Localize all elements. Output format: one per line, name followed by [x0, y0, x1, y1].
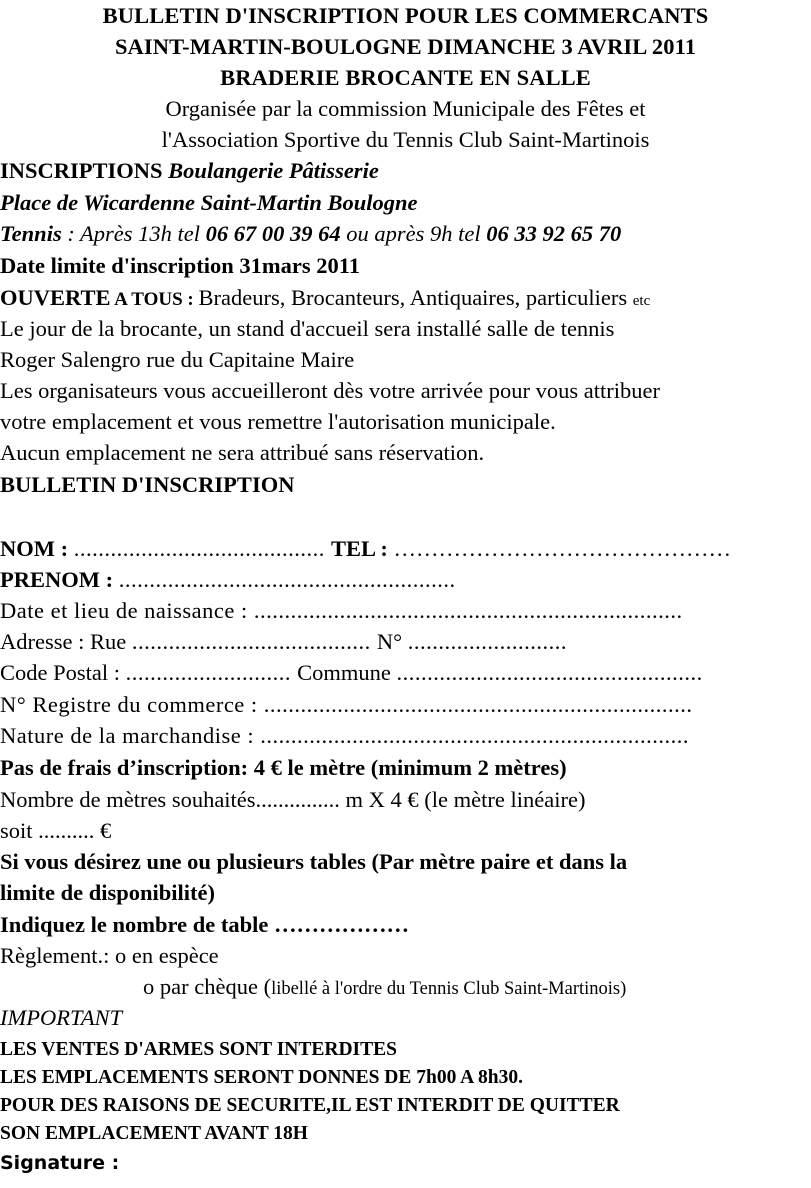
- signature-field[interactable]: Signature :: [0, 1152, 120, 1174]
- inscriptions-place: Boulangerie Pâtisserie: [168, 158, 379, 183]
- adresse-field[interactable]: .......................................: [131, 629, 377, 654]
- code-postal-label: Code Postal :: [0, 660, 126, 685]
- code-postal-line: [0, 660, 703, 686]
- tables-count-field[interactable]: Indiquez le nombre de table ………………: [0, 912, 409, 937]
- organizer-line-2: l'Association Sportive du Tennis Club Saint-Martinois: [161, 127, 650, 152]
- reglement-espece-option[interactable]: Règlement.: o en espèce: [0, 943, 219, 968]
- title-line-2: SAINT-MARTIN-BOULOGNE DIMANCHE 3 AVRIL 2011: [114, 34, 697, 59]
- important-line-4: SON EMPLACEMENT AVANT 18H: [0, 1123, 308, 1144]
- important-line-3: POUR DES RAISONS DE SECURITE,IL EST INTERDIT DE QUITTER: [0, 1095, 620, 1116]
- prenom-line: [0, 567, 456, 593]
- reglement-cheque-option[interactable]: [143, 974, 626, 1000]
- open-line: [0, 285, 650, 311]
- tables-line-2: limite de disponibilité): [0, 880, 216, 905]
- form-heading: BULLETIN D'INSCRIPTION: [0, 472, 295, 497]
- numero-field[interactable]: ..........................: [407, 629, 567, 654]
- tennis-line: [0, 221, 621, 247]
- adresse-label: Adresse : Rue: [0, 629, 132, 654]
- open-etc: etc: [632, 293, 651, 309]
- important-label: IMPORTANT: [0, 1005, 123, 1030]
- title-line-1: BULLETIN D'INSCRIPTION POUR LES COMMERCANTS: [102, 3, 709, 28]
- registre-field[interactable]: N° Registre du commerce : ......................................................................: [0, 692, 693, 717]
- frais-line: Pas de frais d’inscription: 4 € le mètre (minimum 2 mètres): [0, 755, 567, 780]
- numero-label: N°: [376, 629, 408, 654]
- prenom-field[interactable]: .......................................................: [118, 567, 456, 592]
- info-paragraph-4: votre emplacement et vous remettre l'autorisation municipale.: [0, 409, 556, 434]
- inscriptions-line: [0, 158, 379, 184]
- open-label: OUVERTE: [0, 285, 111, 310]
- nom-field[interactable]: .........................................: [73, 536, 331, 561]
- nom-tel-line: [0, 536, 731, 562]
- cheque-label: o par chèque (: [143, 974, 272, 999]
- prenom-label: PRENOM :: [0, 567, 119, 592]
- info-paragraph-3: Les organisateurs vous accueilleront dès votre arrivée pour vous attribuer: [0, 378, 660, 403]
- nature-field[interactable]: Nature de la marchandise : ......................................................................: [0, 723, 690, 748]
- commune-label: Commune: [297, 660, 397, 685]
- title-line-3: BRADERIE BROCANTE EN SALLE: [220, 65, 591, 90]
- place-line: Place de Wicardenne Saint-Martin Boulogne: [0, 190, 418, 215]
- commune-field[interactable]: ..................................................: [396, 660, 703, 685]
- tennis-label: Tennis: [0, 221, 62, 246]
- cheque-note: libellé à l'ordre du Tennis Club Saint-Martinois): [271, 979, 627, 999]
- open-list: Bradeurs, Brocanteurs, Antiquaires, particuliers: [198, 285, 633, 310]
- phone-1: 06 67 00 39 64: [205, 221, 341, 246]
- naissance-field[interactable]: Date et lieu de naissance : ......................................................................: [0, 598, 683, 623]
- metres-field[interactable]: Nombre de mètres souhaités............... m X 4 € (le mètre linéaire): [0, 787, 586, 812]
- tel-label: TEL :: [330, 536, 394, 561]
- inscriptions-label: INSCRIPTIONS: [0, 158, 163, 183]
- soit-field[interactable]: soit .......... €: [0, 818, 112, 843]
- deadline-line: Date limite d'inscription 31mars 2011: [0, 253, 360, 278]
- tennis-after9: ou après 9h tel: [340, 221, 487, 246]
- open-to: A TOUS :: [110, 289, 199, 310]
- adresse-line: [0, 629, 567, 655]
- info-paragraph-1: Le jour de la brocante, un stand d'accueil sera installé salle de tennis: [0, 316, 615, 341]
- tennis-after13: : Après 13h tel: [61, 221, 206, 246]
- phone-2: 06 33 92 65 70: [486, 221, 622, 246]
- organizer-line-1: Organisée par la commission Municipale des Fêtes et: [165, 96, 646, 121]
- important-line-2: LES EMPLACEMENTS SERONT DONNES DE 7h00 A 8h30.: [0, 1067, 524, 1088]
- info-paragraph-2: Roger Salengro rue du Capitaine Maire: [0, 347, 355, 372]
- info-paragraph-5: Aucun emplacement ne sera attribué sans réservation.: [0, 440, 485, 465]
- nom-label: NOM :: [0, 536, 74, 561]
- tables-line-1: Si vous désirez une ou plusieurs tables (Par mètre paire et dans la: [0, 849, 628, 874]
- important-line-1: LES VENTES D'ARMES SONT INTERDITES: [0, 1039, 397, 1060]
- tel-field[interactable]: ………………………………………: [393, 536, 732, 561]
- code-postal-field[interactable]: ...........................: [125, 660, 298, 685]
